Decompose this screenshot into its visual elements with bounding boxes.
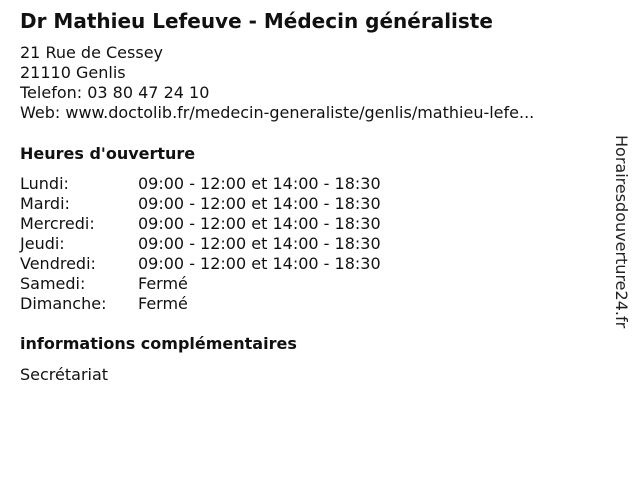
hours-row-tuesday xyxy=(20,194,381,214)
city-postcode: 21110 Genlis xyxy=(20,63,126,82)
phone-number: Telefon: 03 80 47 24 10 xyxy=(20,83,210,102)
hours-row-saturday xyxy=(20,274,381,294)
day-label: Vendredi: xyxy=(20,254,96,273)
hours-row-sunday xyxy=(20,294,381,314)
hours-row-friday xyxy=(20,254,381,274)
additional-info-text: Secrétariat xyxy=(20,365,109,384)
day-hours: Fermé xyxy=(138,274,188,293)
hours-row-monday xyxy=(20,174,381,194)
day-label: Mardi: xyxy=(20,194,70,213)
day-label: Dimanche: xyxy=(20,294,107,313)
day-hours: 09:00 - 12:00 et 14:00 - 18:30 xyxy=(138,174,381,193)
address-block xyxy=(20,43,534,123)
day-label: Samedi: xyxy=(20,274,86,293)
hours-row-wednesday xyxy=(20,214,381,234)
day-hours: 09:00 - 12:00 et 14:00 - 18:30 xyxy=(138,214,381,233)
page-title: Dr Mathieu Lefeuve - Médecin généraliste xyxy=(20,9,493,33)
day-label: Lundi: xyxy=(20,174,69,193)
additional-info-heading: informations complémentaires xyxy=(20,334,297,353)
website-url: Web: www.doctolib.fr/medecin-generaliste/genlis/mathieu-lefe... xyxy=(20,103,535,122)
hours-row-thursday xyxy=(20,234,381,254)
day-label: Jeudi: xyxy=(20,234,65,253)
opening-hours-heading: Heures d'ouverture xyxy=(20,144,196,163)
day-hours: Fermé xyxy=(138,294,188,313)
day-label: Mercredi: xyxy=(20,214,95,233)
opening-hours-list xyxy=(20,174,381,314)
site-watermark: Horairesdouverture24.fr xyxy=(612,135,631,329)
day-hours: 09:00 - 12:00 et 14:00 - 18:30 xyxy=(138,234,381,253)
day-hours: 09:00 - 12:00 et 14:00 - 18:30 xyxy=(138,194,381,213)
day-hours: 09:00 - 12:00 et 14:00 - 18:30 xyxy=(138,254,381,273)
street-address: 21 Rue de Cessey xyxy=(20,43,163,62)
